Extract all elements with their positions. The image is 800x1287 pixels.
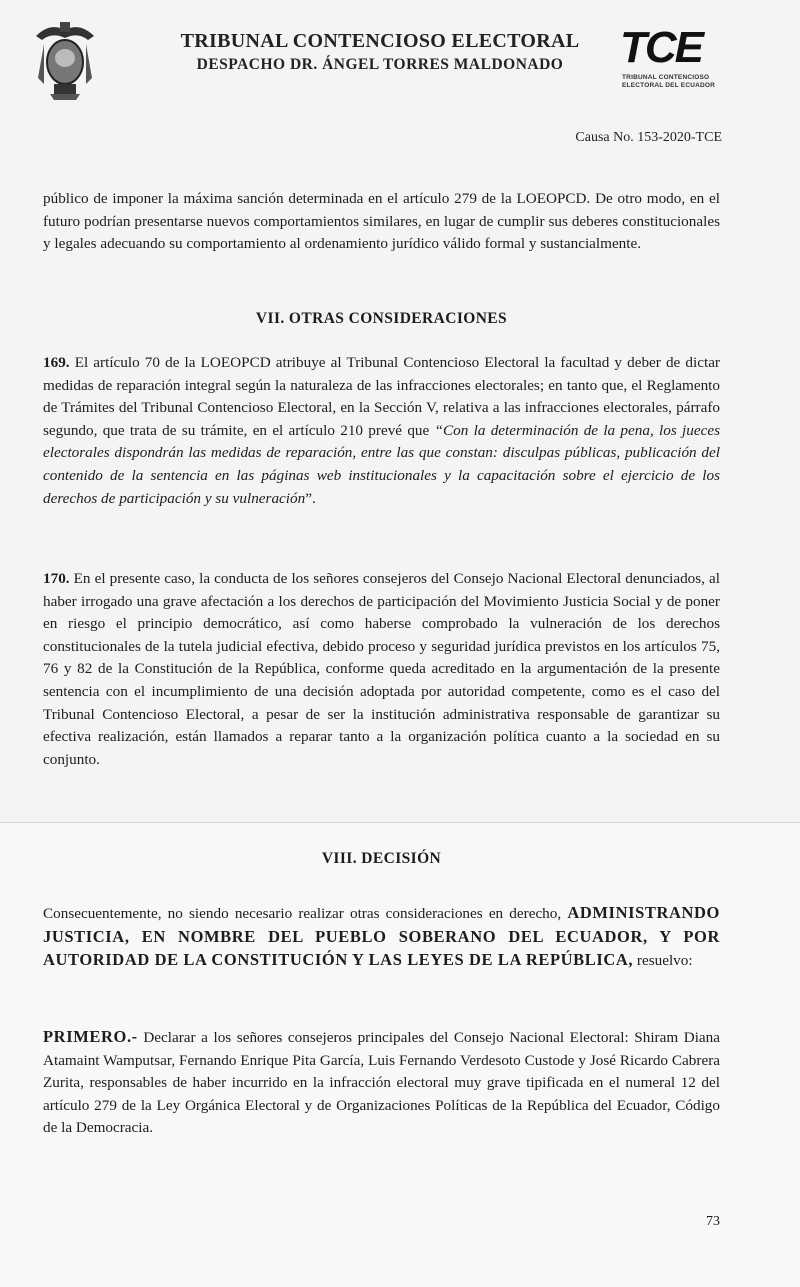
tce-logo-text: TCE [620,23,702,72]
paragraph-text: En el presente caso, la conducta de los señores consejeros del Consejo Nacional Electoral denunciados, al haber irrogado una grave afectación a los derechos de participación del Movimiento Justicia Social y de poner en riesgo el principio democrático, así como haberse comprobado la vulneración de los derechos constitucionales de la tutela judicial efectiva, debido proceso y seguridad jurídica previstos en los artículos 75, 76 y 82 de la Constitución de la República, conforme queda acreditado en la argumentación de la presente sentencia con el incumplimiento de una decisión adoptada por autoridad competente, como es el caso del Tribunal Contencioso Electoral, a pesar de ser la institución administrativa responsable de garantizar su efectiva realización, están llamados a reparar tanto a la organización política cuanto a la sociedad en su conjunto. [43,570,720,768]
page-number: 73 [706,1214,720,1229]
tribunal-name: TRIBUNAL CONTENCIOSO ELECTORAL [180,30,580,52]
tce-logo [620,23,726,96]
paragraph-text-end: ”. [305,489,316,507]
resolution-primero [43,1026,720,1140]
section-heading-viii: VIII. DECISIÓN [321,850,442,867]
coat-of-arms-icon [30,18,100,102]
preamble-text: Consecuentemente, no siendo necesario realizar otras consideraciones en derecho, [43,905,568,922]
paragraph-169 [43,352,720,510]
primero-text: Declarar a los señores consejeros principales del Consejo Nacional Electoral: Shiram Diana Atamaint Wamputsar, Fernando Enrique Pita García, Luis Fernando Verdesoto Custode y José Ricardo Cabrera Zurita, responsables de haber incurrido en la infracción electoral muy grave tipificada en el numeral 12 del artículo 279 de la Ley Orgánica Electoral y de Organizaciones Políticas de la República del Ecuador, Código de la Democracia. [43,1029,720,1137]
preamble-text-end: resuelvo: [633,952,693,970]
intro-paragraph: público de imponer la máxima sanción determinada en el artículo 279 de la LOEOPCD. De otro modo, en el futuro podrían presentarse nuevos comportamientos similares, en lugar de cumplir sus deberes constitucionales y legales adecuando su comportamiento al ordenamiento jurídico válido formal y sustancialmente. [43,190,720,253]
paragraph-number: 169. [43,354,70,371]
preamble-bold-text: ADMINISTRANDO JUSTICIA, EN NOMBRE DEL PUEBLO SOBERANO DEL ECUADOR, Y POR AUTORIDAD DE LA CONSTITUCIÓN Y LAS LEYES DE LA REPÚBLICA, [43,903,720,970]
office-name: DESPACHO DR. ÁNGEL TORRES MALDONADO [196,56,564,73]
paragraph-number: 170. [43,570,70,587]
case-number: Causa No. 153-2020-TCE [575,130,722,145]
tce-logo-subtitle-2: ELECTORAL DEL ECUADOR [622,82,716,89]
primero-label: PRIMERO.- [43,1027,138,1046]
resolution-preamble [43,902,720,973]
paragraph-text: El artículo 70 de la LOEOPCD atribuye al Tribunal Contencioso Electoral la facultad y deber de dictar medidas de reparación integral según la naturaleza de las infracciones electorales; en tanto que, el Reglamento de Trámites del Tribunal Contencioso Electoral, en la Sección V, relativa a las infracciones electorales, párrafo segundo, que trata de su trámite, en el artículo 210 prevé que [43,354,720,439]
paragraph-170 [43,568,720,771]
tce-logo-subtitle-1: TRIBUNAL CONTENCIOSO [622,74,710,81]
section-heading-vii: VII. OTRAS CONSIDERACIONES [255,310,508,327]
quoted-text: “Con la determinación de la pena, los jueces electorales dispondrán las medidas de reparación, entre las que constan: disculpas públicas, publicación del contenido de la sentencia en las páginas web institucionales y la capacitación sobre el ejercicio de los derechos de participación y su vulneración [43,421,720,507]
